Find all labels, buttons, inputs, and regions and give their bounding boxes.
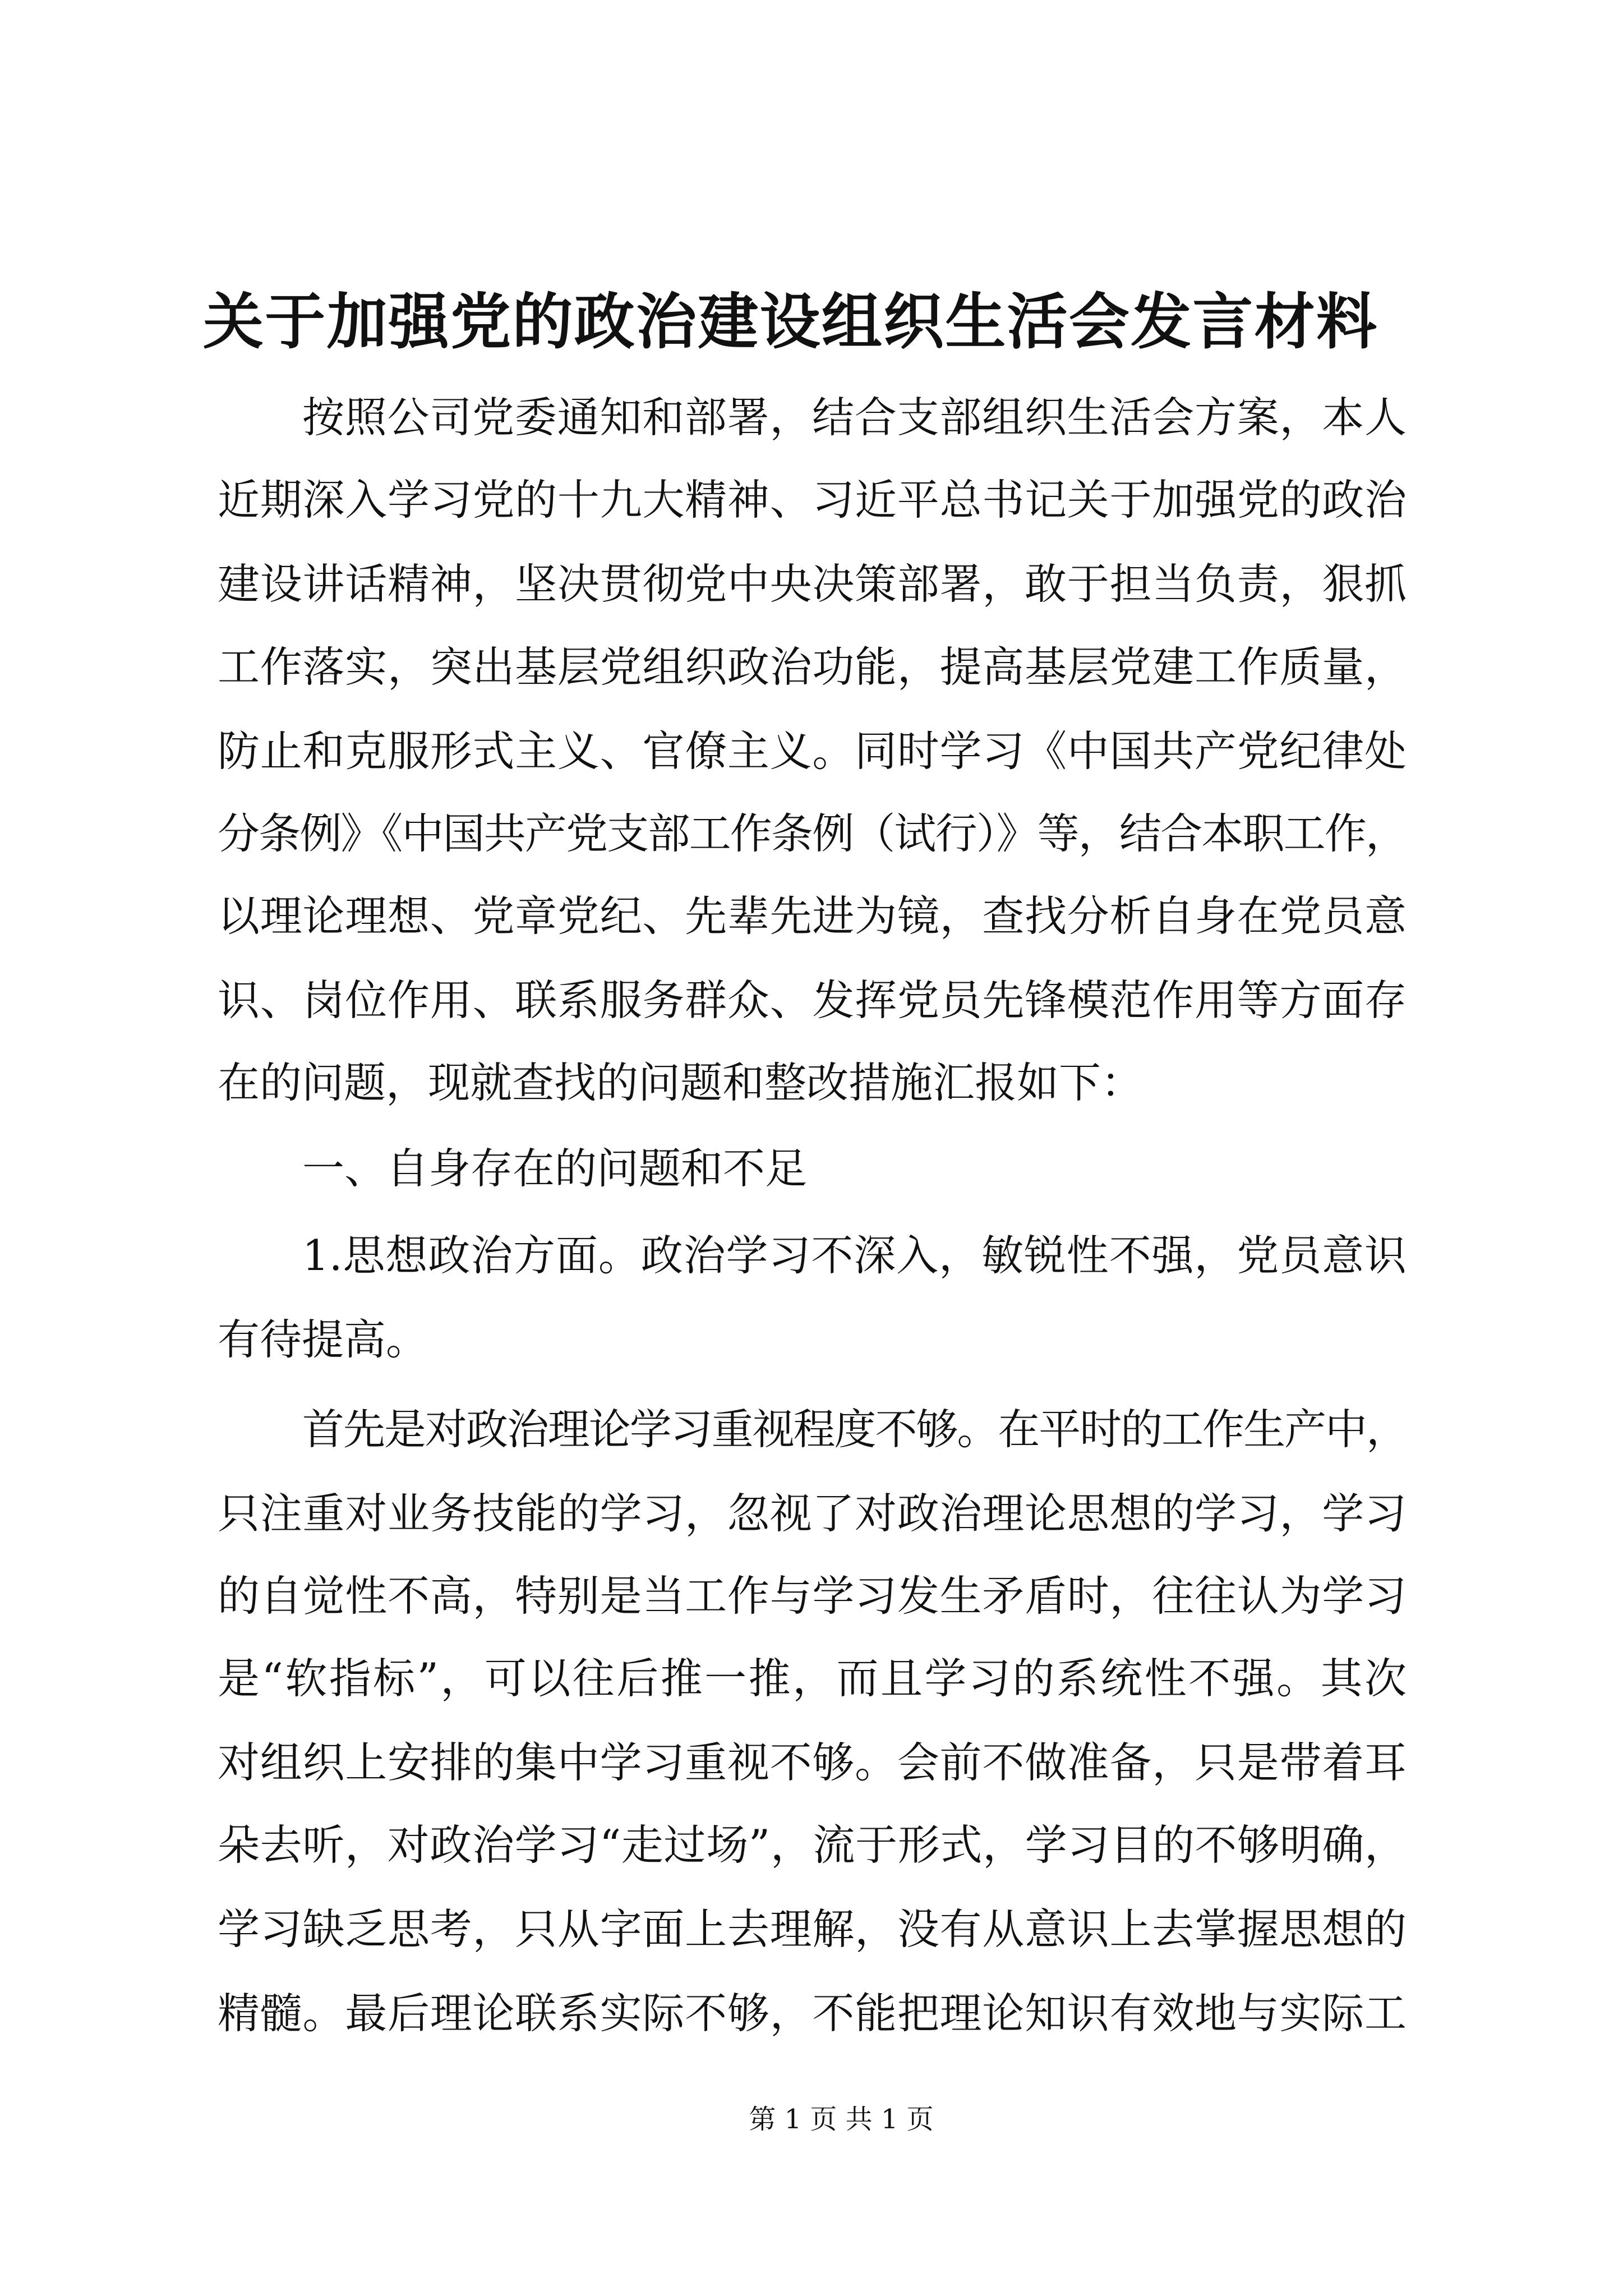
body-line: 在的问题，现就查找的问题和整改措施汇报如下：	[218, 1058, 1144, 1107]
body-line: 近期深入学习党的十九大精神、习近平总书记关于加强党的政治	[218, 475, 1407, 524]
body-line: 按照公司党委通知和部署，结合支部组织生活会方案，本人	[302, 393, 1407, 442]
body-line: 建设讲话精神，坚决贯彻党中央决策部署，敢于担当负责，狠抓	[218, 559, 1407, 609]
body-line: 对组织上安排的集中学习重视不够。会前不做准备，只是带着耳	[218, 1738, 1407, 1787]
section-heading: 一、自身存在的问题和不足	[302, 1144, 808, 1193]
body-line: 识、岗位作用、联系服务群众、发挥党员先锋模范作用等方面存	[218, 976, 1407, 1025]
body-line: 首先是对政治理论学习重视程度不够。在平时的工作生产中，	[302, 1405, 1407, 1454]
body-line: 朵去听，对政治学习“走过场”，流于形式，学习目的不够明确，	[218, 1820, 1407, 1870]
body-line: 工作落实，突出基层党组织政治功能，提高基层党建工作质量，	[218, 642, 1407, 692]
subsection-heading: 1.思想政治方面。政治学习不深入，敏锐性不强，党员意识	[302, 1231, 1407, 1280]
body-line: 以理论理想、党章党纪、先辈先进为镜，查找分析自身在党员意	[218, 891, 1407, 941]
body-line: 只注重对业务技能的学习，忽视了对政治理论思想的学习，学习	[218, 1489, 1407, 1538]
body-line: 是“软指标”，可以往后推一推，而且学习的系统性不强。其次	[218, 1654, 1407, 1703]
body-line: 的自觉性不高，特别是当工作与学习发生矛盾时，往往认为学习	[218, 1571, 1407, 1621]
body-line: 学习缺乏思考，只从字面上去理解，没有从意识上去掌握思想的	[218, 1904, 1407, 1954]
body-line: 精髓。最后理论联系实际不够，不能把理论知识有效地与实际工	[218, 1989, 1407, 2038]
body-line: 防止和克服形式主义、官僚主义。同时学习《中国共产党纪律处	[218, 726, 1407, 776]
document-title: 关于加强党的政治建设组织生活会发言材料	[203, 287, 1377, 357]
body-line: 有待提高。	[218, 1315, 428, 1364]
body-line: 分条例》《中国共产党支部工作条例（试行）》等，结合本职工作，	[218, 809, 1407, 858]
page-footer: 第 1 页 共 1 页	[749, 2104, 934, 2135]
